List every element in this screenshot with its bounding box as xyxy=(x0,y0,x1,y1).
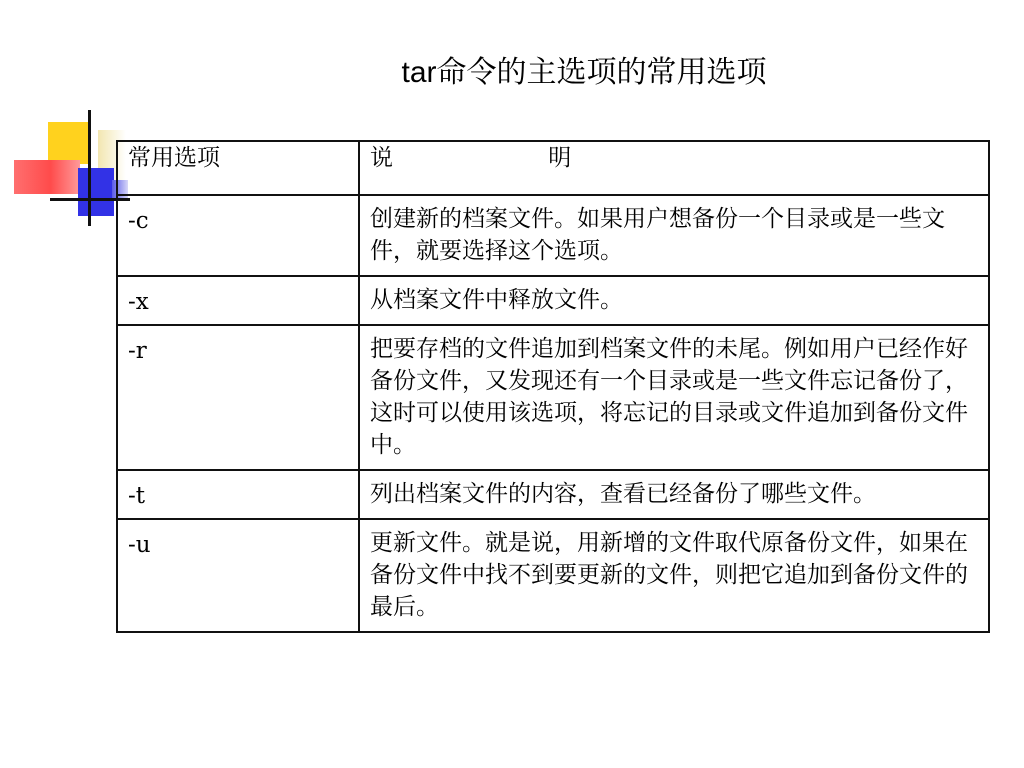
table-row xyxy=(117,276,989,325)
description-cell: 创建新的档案文件。如果用户想备份一个目录或是一些文件，就要选择这个选项。 xyxy=(359,195,989,276)
table-header-row xyxy=(117,141,989,195)
header-description-label: 说 明 xyxy=(370,145,572,171)
option-cell: -r xyxy=(117,325,359,470)
deco-yellow-square xyxy=(48,122,88,164)
options-table xyxy=(116,140,990,633)
slide-title-command: tar xyxy=(401,56,437,89)
table-row xyxy=(117,519,989,632)
table-row xyxy=(117,195,989,276)
deco-blue-square xyxy=(78,168,114,216)
deco-red-bar xyxy=(14,160,80,194)
option-cell: -u xyxy=(117,519,359,632)
option-cell: -t xyxy=(117,470,359,519)
slide-title-text: 命令的主选项的常用选项 xyxy=(436,55,767,90)
deco-vertical-line xyxy=(88,110,91,226)
slide-title xyxy=(0,50,1024,96)
table-row xyxy=(117,325,989,470)
option-cell: -c xyxy=(117,195,359,276)
description-cell: 从档案文件中释放文件。 xyxy=(359,276,989,325)
header-option-cell: 常用选项 xyxy=(117,141,359,195)
description-cell: 更新文件。就是说，用新增的文件取代原备份文件，如果在备份文件中找不到要更新的文件，则把它追加到备份文件的最后。 xyxy=(359,519,989,632)
option-cell: -x xyxy=(117,276,359,325)
description-cell: 把要存档的文件追加到档案文件的未尾。例如用户已经作好备份文件，又发现还有一个目录或是一些文件忘记备份了，这时可以使用该选项，将忘记的目录或文件追加到备份文件中。 xyxy=(359,325,989,470)
description-cell: 列出档案文件的内容，查看已经备份了哪些文件。 xyxy=(359,470,989,519)
header-description-cell xyxy=(359,141,989,195)
table-row xyxy=(117,470,989,519)
